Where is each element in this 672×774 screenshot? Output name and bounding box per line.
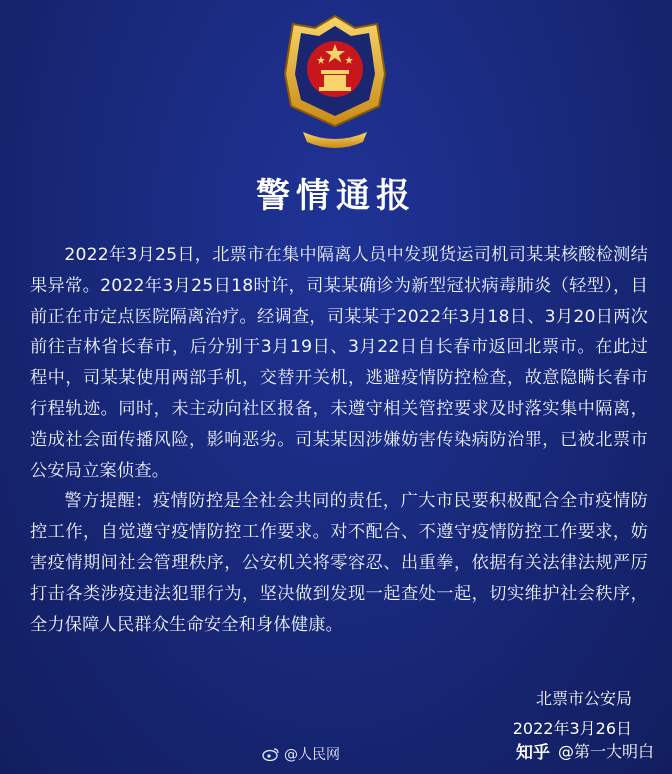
- zhihu-logo: 知乎: [515, 743, 550, 763]
- weibo-watermark: [262, 744, 340, 764]
- weibo-icon: [262, 747, 280, 761]
- police-emblem-icon: [281, 14, 389, 154]
- signature-date: 2022年3月26日: [512, 719, 632, 738]
- notice-paragraph: 2022年3月25日，北票市在集中隔离人员中发现货运司机司某某核酸检测结果异常。2022年3月25日18时许，司某某确诊为新型冠状病毒肺炎（轻型），目前正在市定点医院隔离治疗。经调查，司某某于2022年3月18日、3月20日两次前往吉林省长春市，后分别于3月19日、3月22日自长春市返回北票市。在此过程中，司某某使用两部手机，交替开关机，逃避疫情防控检查，故意隐瞒长春市行程轨迹。同时，未主动向社区报备，未遵守相关管控要求及时落实集中隔离，造成社会面传播风险，影响恶劣。司某某因涉嫌妨害传染病防治罪，已被北票市公安局立案侦查。: [30, 245, 648, 481]
- zhihu-watermark: [516, 738, 654, 763]
- signature-block: [513, 684, 632, 744]
- zhihu-user: @第一大明白: [557, 742, 654, 761]
- page-title: 警情通报: [256, 176, 416, 216]
- signature-org: 北票市公安局: [535, 689, 632, 708]
- notice-paragraph: 警方提醒：疫情防控是全社会共同的责任，广大市民要积极配合全市疫情防控工作，自觉遵守疫情防控工作要求。对不配合、不遵守疫情防控工作要求，妨害疫情期间社会管理秩序，公安机关将零容忍、出重拳，依据有关法律法规严厉打击各类涉疫违法犯罪行为，坚决做到发现一起查处一起，切实维护社会秩序，全力保障人民群众生命安全和身体健康。: [30, 491, 648, 635]
- notice-body: [30, 240, 648, 640]
- weibo-handle: @人民网: [284, 747, 340, 763]
